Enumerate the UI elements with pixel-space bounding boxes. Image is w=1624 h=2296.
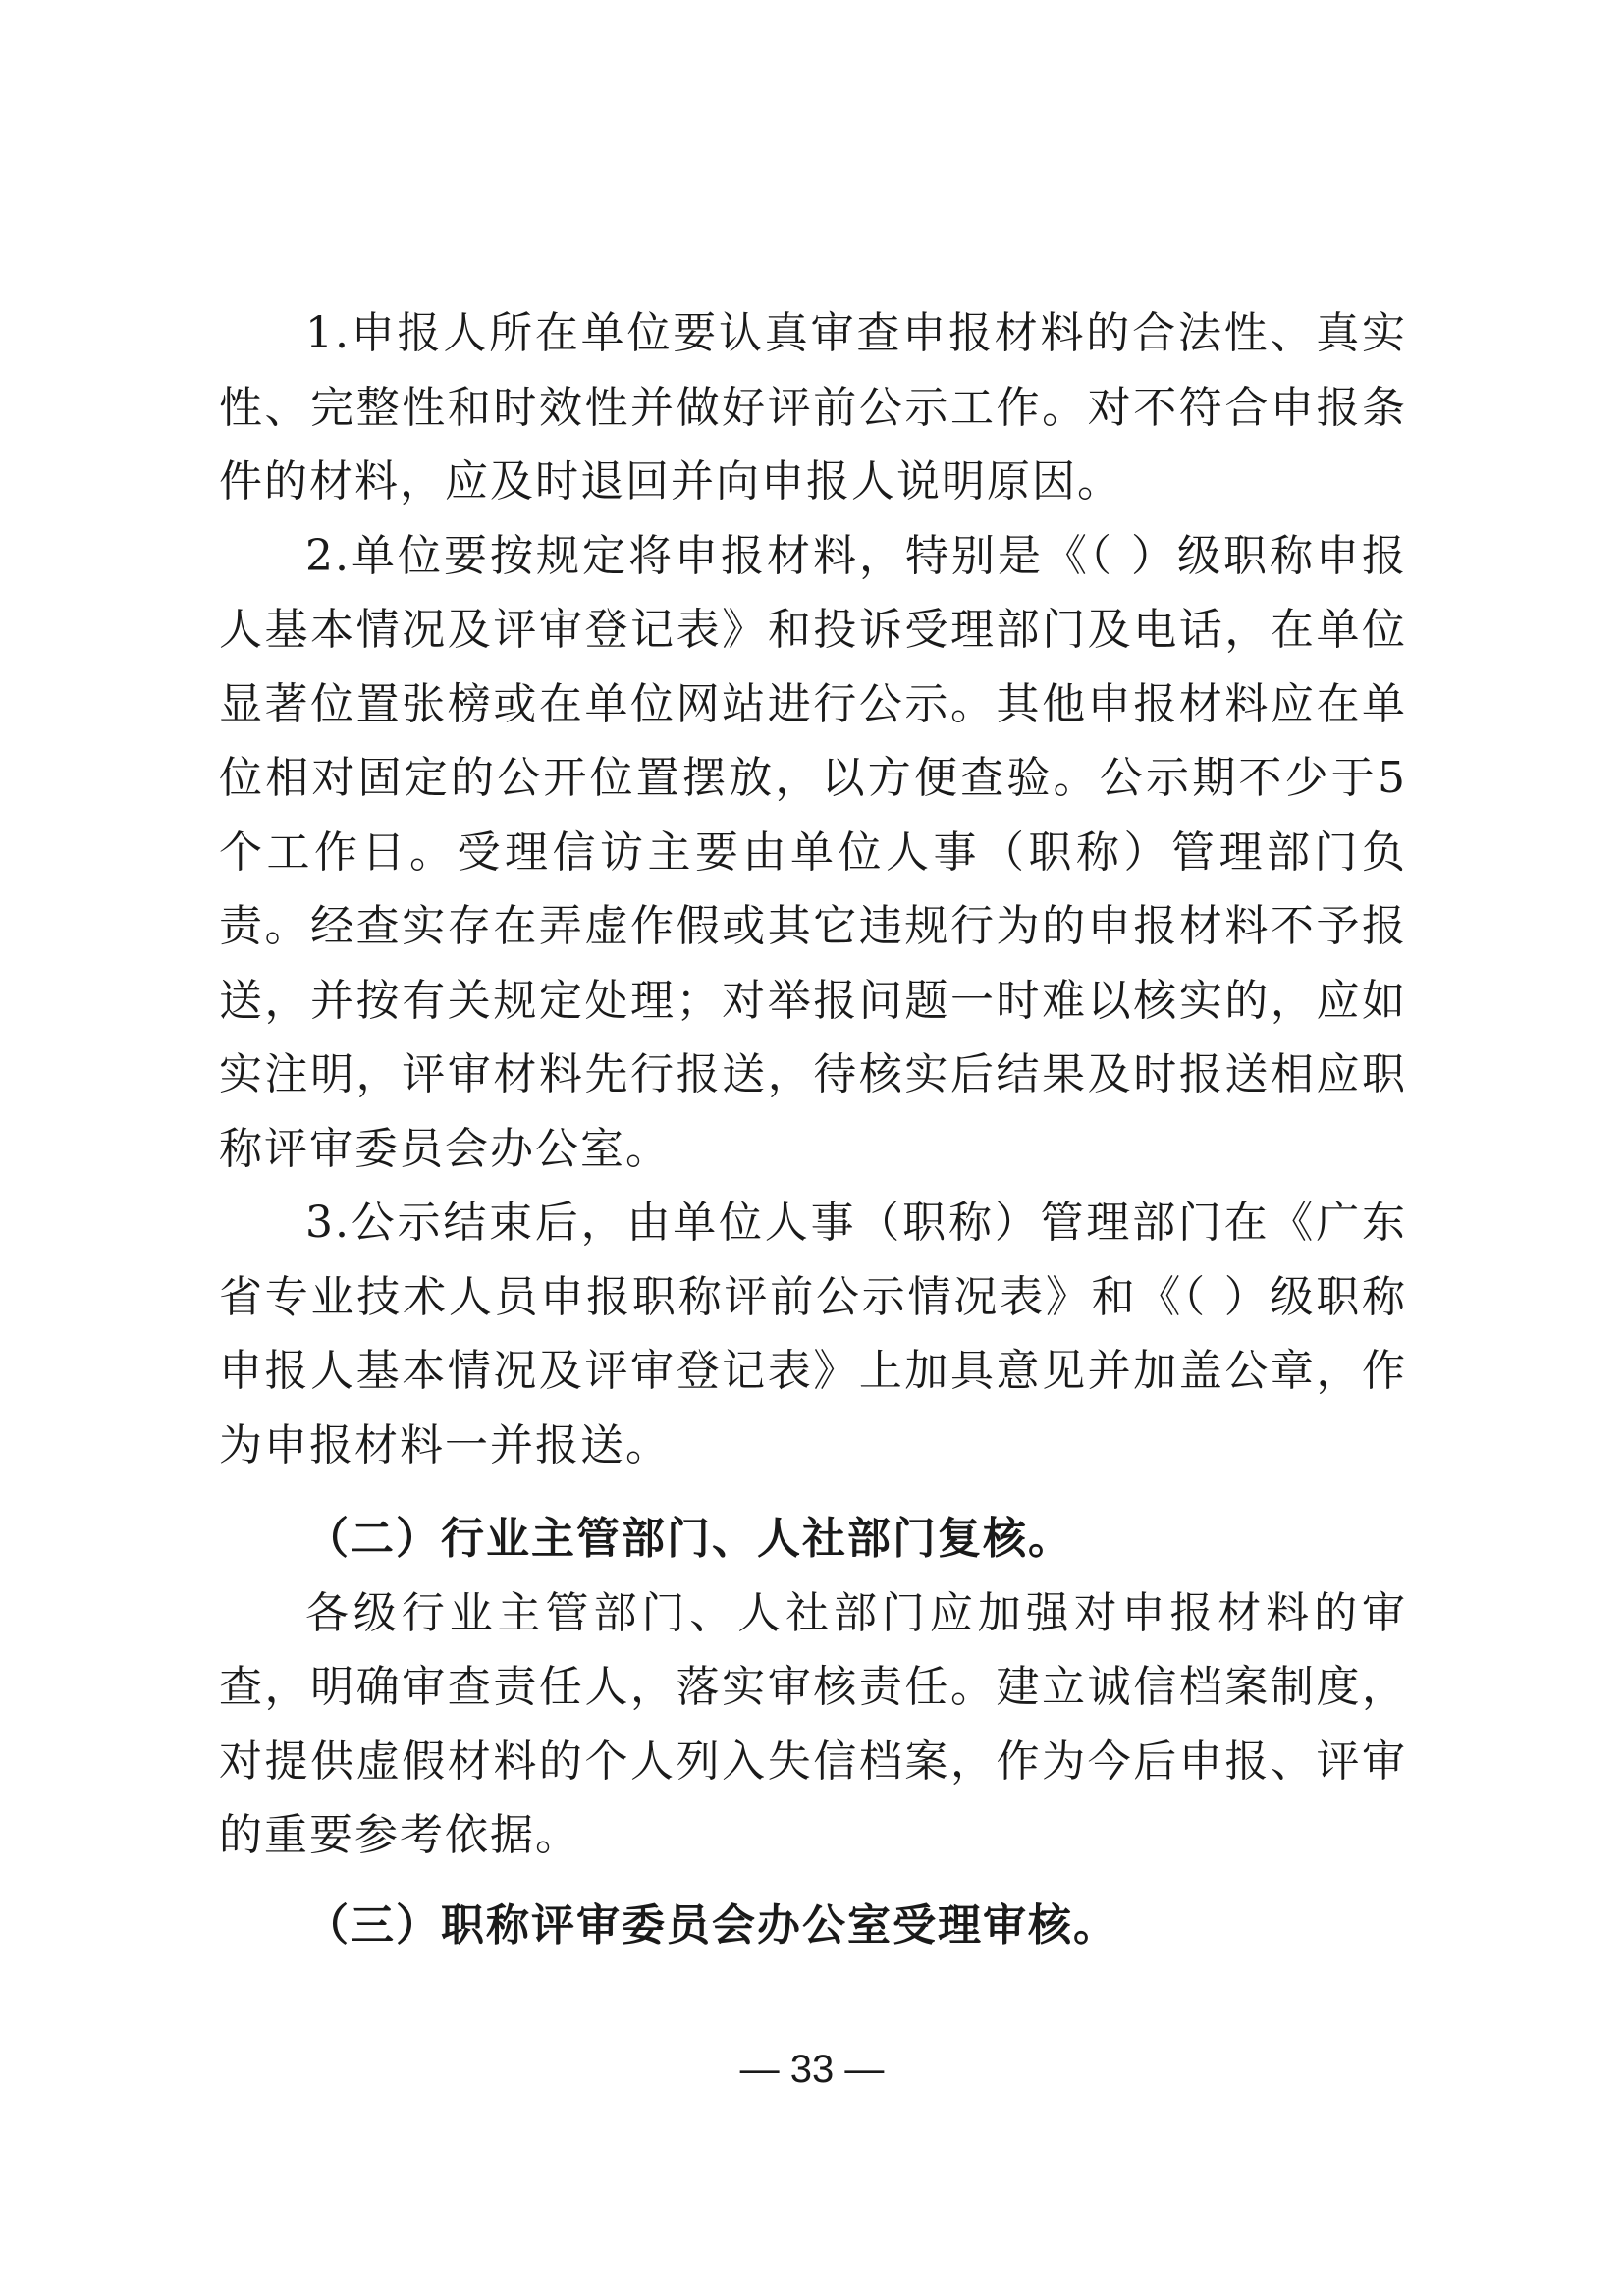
paragraph-department-review: 各级行业主管部门、人社部门应加强对申报材料的审查，明确审查责任人，落实审核责任。建立诚信档案制度，对提供虚假材料的个人列入失信档案，作为今后申报、评审的重要参考依据。 [219,1587,1407,1860]
section-heading-review-by-departments: （二）行业主管部门、人社部门复核。 [305,1514,1073,1564]
paragraph-public-notice: 2.单位要按规定将申报材料，特别是《（ ）级职称申报人基本情况及评审登记表》和投诉受理部门及电话，在单位显著位置张榜或在单位网站进行公示。其他申报材料应在单位相对固定的公开位置摆放，以方便查验。公示期不少于5个工作日。受理信访主要由单位人事（职称）管理部门负责。经查实存在弄虚作假或其它违规行为的申报材料不予报送，并按有关规定处理；对举报问题一时难以核实的，应如实注明，评审材料先行报送，待核实后结果及时报送相应职称评审委员会办公室。 [219,530,1407,1174]
paragraph-submission-after-notice: 3.公示结束后，由单位人事（职称）管理部门在《广东省专业技术人员申报职称评前公示情况表》和《（ ）级职称申报人基本情况及评审登记表》上加具意见并加盖公章，作为申报材料一并报送。 [219,1198,1407,1470]
page-number: — 33 — [739,2048,885,2091]
document-body [219,296,1407,1962]
paragraph-unit-review: 1.申报人所在单位要认真审查申报材料的合法性、真实性、完整性和时效性并做好评前公示工作。对不符合申报条件的材料，应及时退回并向申报人说明原因。 [219,308,1407,507]
section-heading-committee-office-review: （三）职称评审委员会办公室受理审核。 [305,1899,1118,1950]
